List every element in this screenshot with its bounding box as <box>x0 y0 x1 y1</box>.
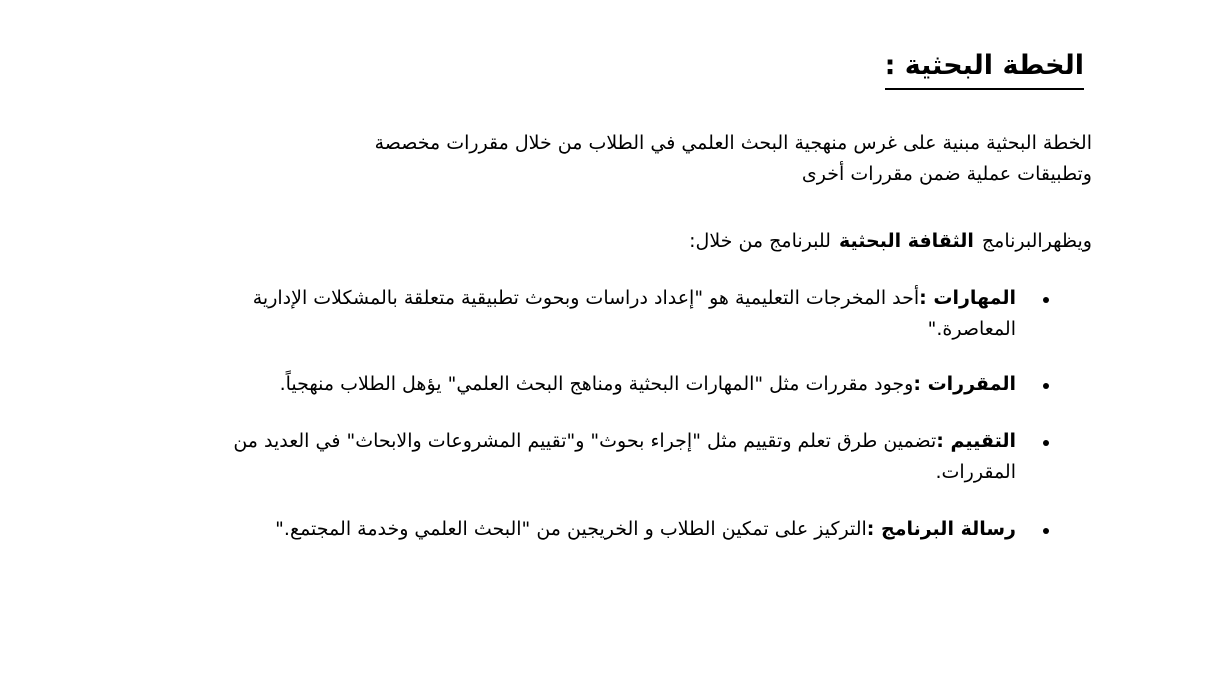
bullet-term: التقييم : <box>936 430 1016 452</box>
bullet-program-mission <box>136 514 1016 545</box>
bullet-text: التركيز على تمكين الطلاب و الخريجين من "البحث العلمي وخدمة المجتمع." <box>275 518 867 540</box>
bullet-assessment <box>196 426 1016 488</box>
bullet-courses <box>136 369 1016 400</box>
bullet-dot-icon <box>1043 528 1049 534</box>
page-title: الخطة البحثية : <box>885 44 1084 90</box>
bullet-term: المقررات : <box>913 373 1016 395</box>
bullet-text: أحد المخرجات التعليمية هو "إعداد دراسات وبحوث تطبيقية متعلقة بالمشكلات الإدارية المعاصرة." <box>252 287 1016 340</box>
bullet-term: المهارات : <box>919 287 1016 309</box>
lead-sentence <box>689 226 1092 257</box>
bullet-text: تضمين طرق تعلم وتقييم مثل "إجراء بحوث" و"تقييم المشروعات والابحاث" في العديد من المقررات. <box>233 430 1016 483</box>
lead-after: للبرنامج من خلال: <box>689 230 831 252</box>
bullet-term: رسالة البرنامج : <box>866 518 1016 540</box>
lead-bold-term: الثقافة البحثية <box>838 230 974 252</box>
bullet-dot-icon <box>1043 383 1049 389</box>
bullet-skills <box>196 283 1016 345</box>
lead-before: ويظهرالبرنامج <box>981 230 1092 252</box>
intro-line-1: الخطة البحثية مبنية على غرس منهجية البحث العلمي في الطلاب من خلال مقررات مخصصة <box>374 132 1092 154</box>
bullet-text: وجود مقررات مثل "المهارات البحثية ومناهج البحث العلمي" يؤهل الطلاب منهجياً. <box>279 373 914 395</box>
intro-paragraph <box>212 128 1092 190</box>
intro-line-2: وتطبيقات عملية ضمن مقررات أخرى <box>801 163 1092 185</box>
bullet-dot-icon <box>1043 440 1049 446</box>
bullet-list <box>136 283 1016 545</box>
bullet-dot-icon <box>1043 297 1049 303</box>
